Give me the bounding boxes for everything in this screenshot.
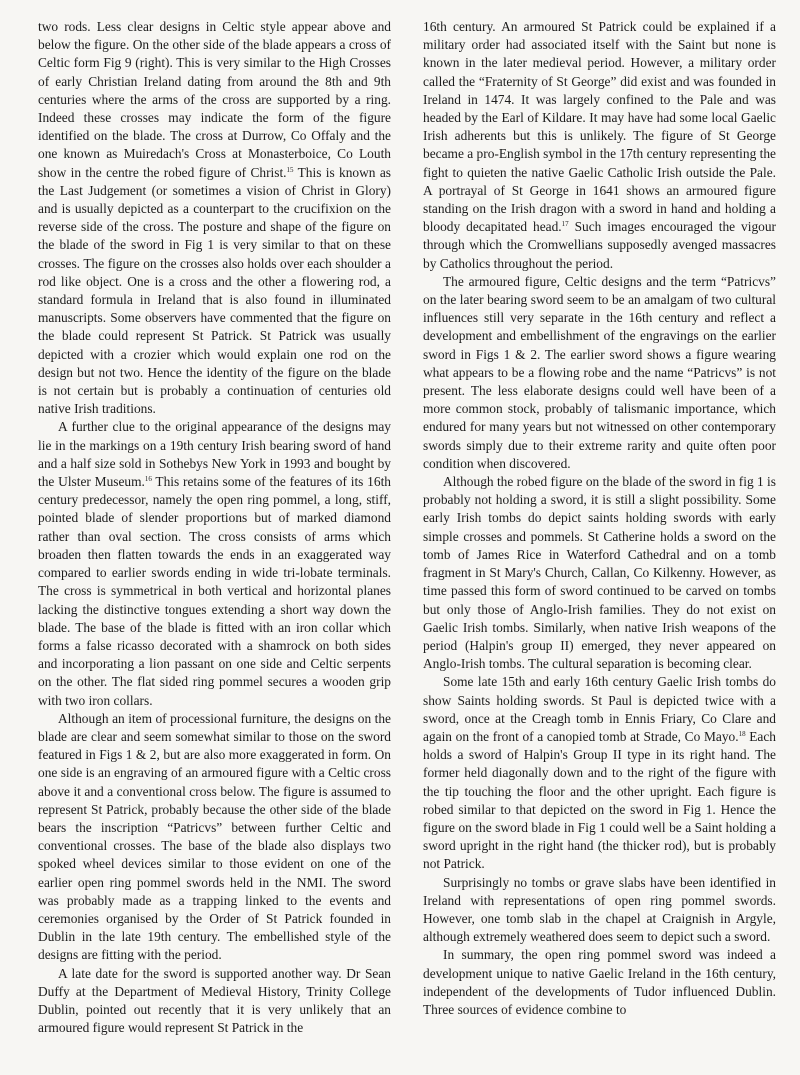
paragraph: 16th century. An armoured St Patrick could be explained if a military order had associated itself with the Saint but none is known in the later medieval period. However, a military order called the “Fraternity of St George” did exist and was founded in Ireland in 1474. It was largely confined to the Pale and was headed by the Earl of Kildare. It may have had some local Gaelic Irish adherents but this is unlikely. The figure of St George became a pro-English symbol in the 17th century representing the fight to quieten the native Gaelic Catholic Irish outside the Pale. A portrayal of St George in 1641 shows an armoured figure standing on the Irish dragon with a sword in hand and holding a bloody decapitated head.$^{17}$ Such images encouraged the vigour through which the Cromwellians supposedly avenged massacres by Catholics throughout the period.	[423, 19, 776, 271]
footnote-ref[interactable]: 15	[286, 165, 294, 174]
footnote-ref[interactable]: 16	[144, 475, 152, 484]
footnote-ref[interactable]: 18	[738, 729, 746, 738]
paragraph: The armoured figure, Celtic designs and the term “Patricvs” on the later bearing sword seem to be an amalgam of two cultural influences still very separate in the 16th century and reflect a development and embellishment of the engravings on the earlier sword in Figs 1 & 2. The earlier sword shows a figure wearing what appears to be a flowing robe and the name “Patricvs” is not present. The less elaborate designs could well have been of a more common stock, probably of talismanic importance, which endured for many years but not witnessed on other contemporary swords simply due to their extreme rarity and quite often poor condition when discovered.	[423, 273, 776, 471]
paragraph: Although an item of processional furniture, the designs on the blade are clear and seem somewhat similar to those on the sword featured in Figs 1 & 2, but are also more exaggerated in form. On one side is an engraving of an armoured figure with a Celtic cross above it and a conventional cross below. The figure is assumed to represent St Patrick, probably because the other side of the blade bears the inscription “Patricvs” between further Celtic and conventional crosses. The base of the blade also displays two spoked wheel devices similar to those evident on one of the earlier open ring pommel swords held in the NMI. The sword was probably made as a trapping linked to the events and ceremonies organised by the Order of St Patrick founded in Dublin in the late 19th century. The embellished style of the designs are fitting with the period.	[38, 710, 391, 963]
paragraph: A further clue to the original appearance of the designs may lie in the markings on a 19th century Irish bearing sword of hand and a half size sold in Sothebys New York in 1993 and bought by the Ulster Museum.$^{16}$ This retains some of the features of its 16th century predecessor, namely the open ring pommel, a long, stiff, pointed blade of slender proportions but of marked diamond rather than oval section. The cross consists of arms which broaden then flatten towards the ends in an exaggerated way compared to earlier swords ending in wide tri-lobate terminals. The cross is symmetrical in both vertical and horizontal planes lacking the distinctive tongues extending a short way down the blade. The base of the blade is fitted with an iron collar which forms a false ricasso decorated with a shamrock on both sides and incorporating a lion passant on one side and Celtic serpents on the other. The flat sided ring pommel secures a wooden grip with two iron collars.	[38, 419, 391, 708]
right-column	[423, 18, 776, 1019]
paragraph: Some late 15th and early 16th century Gaelic Irish tombs do show Saints holding swords. St Paul is depicted twice with a sword, once at the Creagh tomb in Ennis Friary, Co Clare and again on the front of a canopied tomb at Strade, Co Mayo.$^{18}$ Each holds a sword of Halpin's Group II type in its right hand. The former held diagonally down and to the right of the figure with the tip touching the floor and the other upright. Each figure is robed similar to that depicted on the sword in Fig 1. Hence the figure on the sword blade in Fig 1 could well be a Saint holding a sword upright in the right hand (the thicker rod), but is probably not Patrick.	[423, 674, 776, 872]
left-column	[38, 18, 391, 1037]
paragraph: Although the robed figure on the blade of the sword in fig 1 is probably not holding a sword, it is still a slight possibility. Some early Irish tombs do depict saints holding swords with early simple crosses and pommels. St Catherine holds a sword on the tomb of James Rice in Waterford Cathedral and on a tomb fragment in St Mary's Church, Callan, Co Kilkenny. However, as time passed this form of sword continued to be carved on tombs but only those of Anglo-Irish families. They do not exist on Gaelic Irish tombs. Similarly, when native Irish weapons of the period (Halpin's group II) emerged, they never appeared on Anglo-Irish tombs. The cultural separation is becoming clear.	[423, 474, 776, 672]
paragraph: two rods. Less clear designs in Celtic style appear above and below the figure. On the other side of the blade appears a cross of Celtic form Fig 9 (right). This is very similar to the High Crosses of early Christian Ireland dating from around the 8th and 9th centuries where the arms of the cross are supported by a ring. Indeed these crosses may indicate the form of the figure identified on the blade. The cross at Durrow, Co Offaly and the one known as Muiredach's Cross at Monasterboice, Co Louth show in the centre the robed figure of Christ.$^{15}$ This is known as the Last Judgement (or sometimes a vision of Christ in Glory) and is usually depicted as a counterpart to the crucifixion on the reverse side of the cross. The posture and shape of the figure on the blade of the sword in Fig 1 is very similar to that on these crosses. The figure on the crosses also holds over each shoulder a rod like object. One is a cross and the other a flowering rod, a standard formula in Ireland that is also found in illuminated manuscripts. Some observers have commented that the figure on the blade could represent St Patrick. St Patrick was usually depicted with a crozier which would explain one rod on the design but not two. Hence the identity of the figure on the blade is not certain but is probably a continuation of centuries old native Irish traditions.	[38, 19, 391, 417]
paragraph: A late date for the sword is supported another way. Dr Sean Duffy at the Department of Medieval History, Trinity College Dublin, pointed out recently that it is very unlikely that an armoured figure would represent St Patrick in the	[38, 965, 391, 1036]
paragraph: Surprisingly no tombs or grave slabs have been identified in Ireland with representations of open ring pommel swords. However, one tomb slab in the chapel at Craignish in Argyle, although extremely weathered does seem to depict such a sword.	[423, 874, 776, 945]
paragraph: In summary, the open ring pommel sword was indeed a development unique to native Gaelic Ireland in the 16th century, independent of the developments of Tudor influenced Dublin. Three sources of evidence combine to	[423, 947, 776, 1017]
footnote-ref[interactable]: 17	[561, 220, 569, 229]
